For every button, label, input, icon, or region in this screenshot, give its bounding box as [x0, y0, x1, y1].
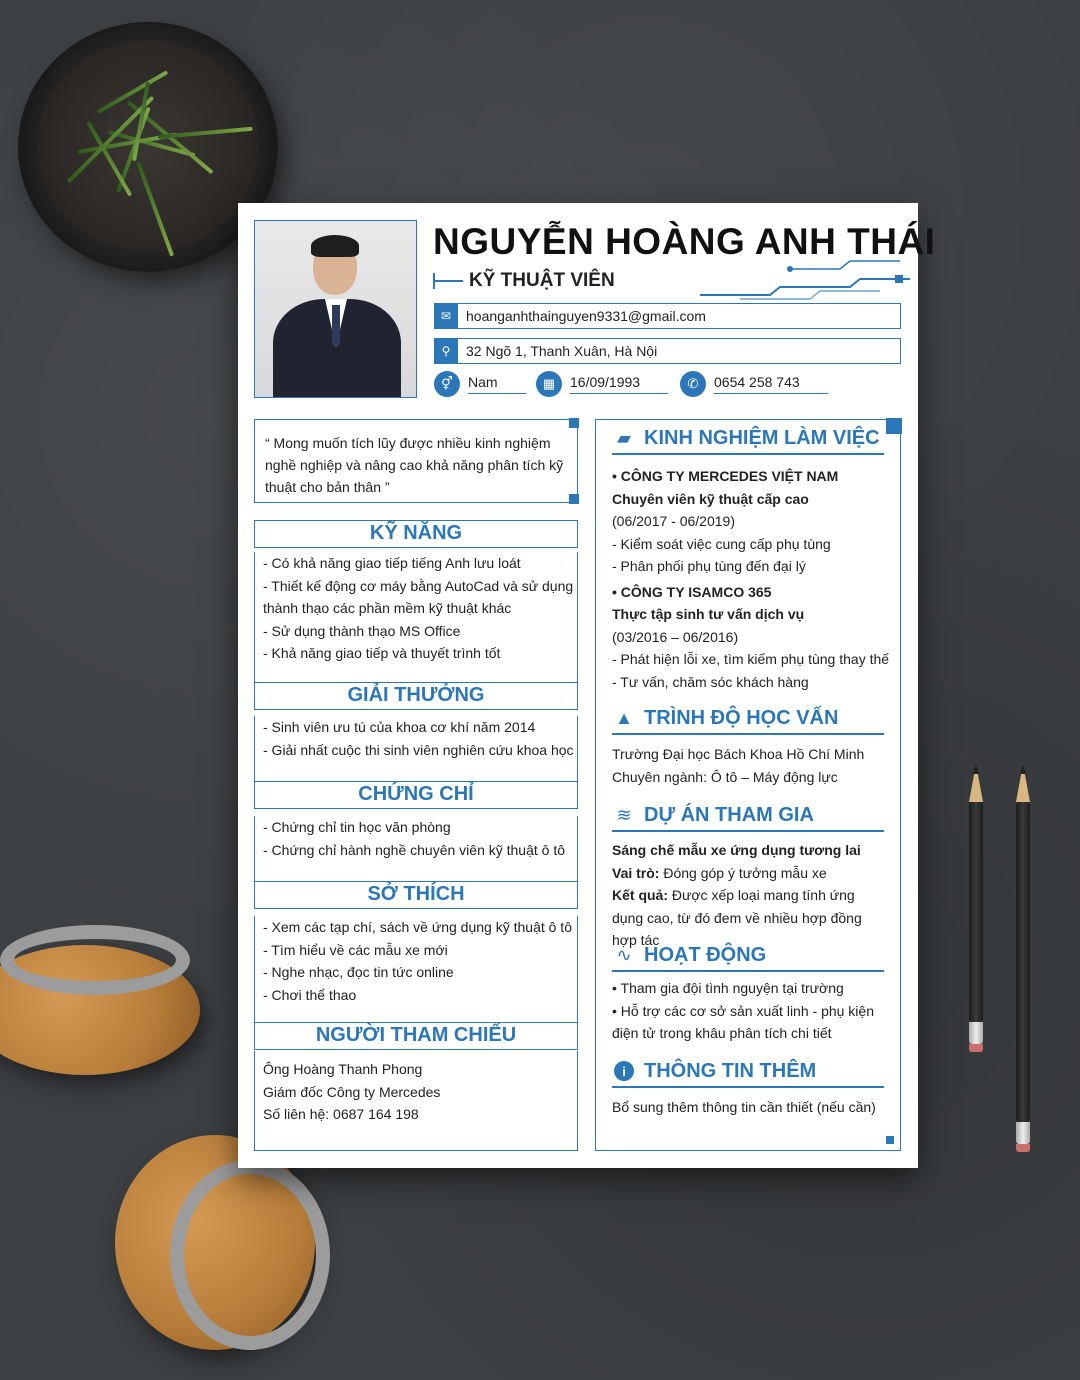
references-heading: NGƯỜI THAM CHIẾU — [254, 1022, 578, 1050]
awards-list: - Sinh viên ưu tú của khoa cơ khí năm 2014 - Giải nhất cuộc thi sinh viên nghiên cứu khoa học — [254, 716, 578, 782]
layers-icon: ≋ — [616, 804, 632, 825]
projects-details: Sáng chế mẫu xe ứng dụng tương lai Vai trò: Đóng góp ý tưởng mẫu xe Kết quả: Được xếp loại mang tính ứng dụng cao, từ đó đem về nhiều hợp đồng hợp tác — [612, 842, 862, 948]
education-heading: ▲ TRÌNH ĐỘ HỌC VẤN — [612, 703, 884, 735]
birthday-item: ▦ 16/09/1993 — [536, 371, 668, 397]
activities-list: • Tham gia đội tình nguyện tại trường • Hỗ trợ các cơ sở sản xuất linh - phụ kiện điện tử trong khâu phân tích chi tiết — [612, 980, 874, 1041]
career-objective: “ Mong muốn tích lũy được nhiều kinh nghiệm nghề nghiệp và nâng cao khả năng phân tích kỹ thuật cho bản thân ” — [254, 419, 578, 503]
circuit-decoration — [700, 259, 910, 301]
hobbies-list: - Xem các tạp chí, sách về ứng dụng kỹ thuật ô tô - Tìm hiểu về các mẫu xe mới - Nghe nhạc, đọc tin tức online - Chơi thể thao — [254, 916, 578, 1023]
projects-heading: ≋ DỰ ÁN THAM GIA — [612, 800, 884, 832]
pencil-right — [1016, 802, 1030, 1122]
profile-photo — [254, 220, 417, 398]
phone-icon: ✆ — [680, 371, 706, 397]
pencil-left — [969, 802, 983, 1022]
envelope-icon: ✉ — [435, 304, 458, 328]
candidate-name: NGUYỄN HOÀNG ANH THÁI — [433, 221, 936, 262]
email-field: ✉ hoanganhthainguyen9331@gmail.com — [434, 303, 901, 329]
gender-icon: ⚥ — [434, 371, 460, 397]
hobbies-heading: SỞ THÍCH — [254, 881, 578, 909]
graduation-cap-icon: ▲ — [615, 707, 633, 728]
more-info-heading: i THÔNG TIN THÊM — [612, 1056, 884, 1088]
certificates-list: - Chứng chỉ tin học văn phòng - Chứng chỉ hành nghề chuyên viên kỹ thuật ô tô — [254, 816, 578, 882]
headphone-rim-top — [0, 925, 190, 995]
plant-soil — [38, 40, 258, 252]
experience-list: • CÔNG TY MERCEDES VIỆT NAM Chuyên viên kỹ thuật cấp cao (06/2017 - 06/2019) - Kiểm soát việc cung cấp phụ tùng - Phân phối phụ tùng đến đại lý • CÔNG TY ISAMCO 365 Thực tập sinh tư vấn dịch vụ (03/2016 – 06/2016) - Phát hiện lỗi xe, tìm kiếm phụ tùng thay thế - Tư vấn, chăm sóc khách hàng — [612, 468, 890, 690]
more-info-text: Bổ sung thêm thông tin cần thiết (nếu cần) — [612, 1099, 876, 1115]
education-details: Trường Đại học Bách Khoa Hồ Chí Minh Chuyên ngành: Ô tô – Máy động lực — [612, 746, 865, 785]
skills-list: - Có khả năng giao tiếp tiếng Anh lưu loát - Thiết kế động cơ máy bằng AutoCad và sử dụng thành thạo các phần mềm kỹ thuật khác - Sử dụng thành thạo MS Office - Khả năng giao tiếp và thuyết trình tốt — [254, 552, 578, 683]
awards-heading: GIẢI THƯỞNG — [254, 682, 578, 710]
briefcase-icon: ▰ — [617, 427, 631, 448]
experience-heading: ▰ KINH NGHIỆM LÀM VIỆC — [612, 423, 884, 455]
headphone-rim-bottom — [170, 1160, 330, 1350]
calendar-icon: ▦ — [536, 371, 562, 397]
certificates-heading: CHỨNG CHỈ — [254, 781, 578, 809]
map-pin-icon: ⚲ — [435, 339, 458, 363]
info-icon: i — [612, 1060, 636, 1082]
resume-page — [238, 203, 936, 1168]
references-list: Ông Hoàng Thanh Phong Giám đốc Công ty Mercedes Số liên hệ: 0687 164 198 — [254, 1051, 578, 1151]
gender-item: ⚥ Nam — [434, 371, 526, 397]
pulse-icon: ∿ — [616, 944, 632, 965]
skills-heading: KỸ NĂNG — [254, 520, 578, 548]
job-title: KỸ THUẬT VIÊN — [469, 270, 615, 291]
address-field: ⚲ 32 Ngõ 1, Thanh Xuân, Hà Nội — [434, 338, 901, 364]
phone-item: ✆ 0654 258 743 — [680, 371, 828, 397]
activities-heading: ∿ HOẠT ĐỘNG — [612, 940, 884, 972]
